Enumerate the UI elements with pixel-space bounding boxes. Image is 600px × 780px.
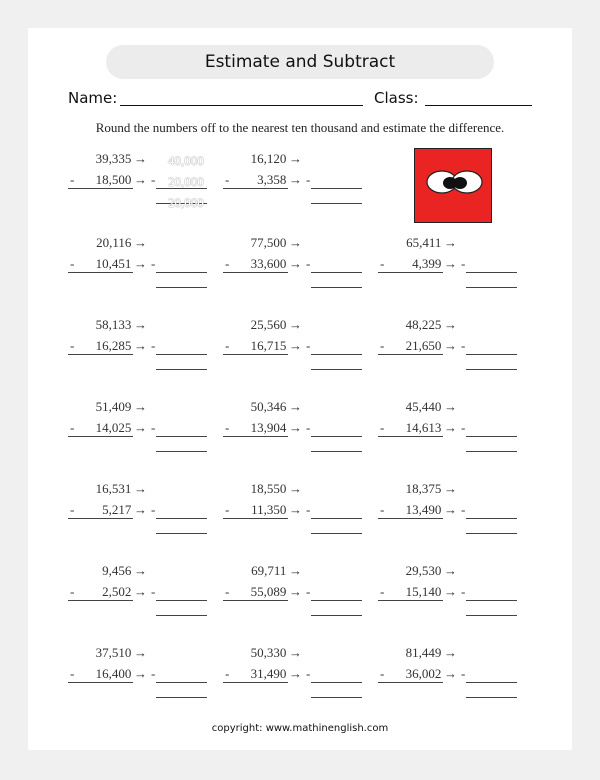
minuend: 48,225 →	[405, 317, 457, 332]
subtraction-line	[223, 188, 288, 189]
subtraction-line	[378, 272, 443, 273]
name-label: Name:	[68, 89, 118, 107]
subtrahend: 14,613 →	[405, 420, 457, 435]
minus-sign: -	[380, 420, 385, 435]
subtraction-line	[378, 354, 443, 355]
minuend: 25,560 →	[250, 317, 302, 332]
subtraction-line	[378, 436, 443, 437]
problem-block	[380, 563, 542, 633]
class-label: Class:	[374, 89, 419, 107]
subtrahend: 33,600 →	[250, 256, 302, 271]
answer-minus-sign: -	[306, 584, 311, 599]
estimate-line[interactable]	[466, 518, 517, 519]
minuend: 37,510 →	[95, 645, 147, 660]
minus-sign: -	[70, 338, 75, 353]
answer-line[interactable]	[156, 287, 207, 288]
answer-minus-sign: -	[151, 666, 156, 681]
minuend: 16,120 →	[250, 151, 302, 166]
answer-line[interactable]	[156, 533, 207, 534]
subtraction-line	[223, 272, 288, 273]
minus-sign: -	[70, 584, 75, 599]
problem-block	[70, 481, 232, 551]
subtrahend: 16,400 →	[95, 666, 147, 681]
subtrahend: 5,217 →	[102, 502, 147, 517]
subtrahend: 55,089 →	[250, 584, 302, 599]
estimate-line[interactable]	[466, 354, 517, 355]
copyright-notice: copyright: www.mathinenglish.com	[211, 723, 389, 734]
estimate-line[interactable]	[311, 682, 362, 683]
problem-block	[225, 481, 387, 551]
problem-block	[380, 399, 542, 469]
answer-line[interactable]	[311, 615, 362, 616]
problem-block	[70, 645, 232, 715]
problem-block	[70, 235, 232, 305]
minuend: 50,330 →	[250, 645, 302, 660]
answer-minus-sign: -	[461, 584, 466, 599]
answer-minus-sign: -	[151, 584, 156, 599]
problem-block	[380, 235, 542, 305]
subtraction-line	[223, 600, 288, 601]
subtrahend: 18,500 →	[95, 172, 147, 187]
minus-sign: -	[225, 502, 230, 517]
answer-line[interactable]	[466, 615, 517, 616]
answer-line[interactable]	[311, 203, 362, 204]
subtraction-line	[378, 518, 443, 519]
answer-minus-sign: -	[306, 338, 311, 353]
answer-line[interactable]	[156, 615, 207, 616]
mascot-eyes-icon	[415, 149, 491, 222]
subtrahend: 31,490 →	[250, 666, 302, 681]
estimate-line[interactable]	[311, 518, 362, 519]
minus-sign: -	[70, 256, 75, 271]
estimate-line[interactable]	[311, 272, 362, 273]
answer-minus-sign: -	[151, 420, 156, 435]
estimate-line[interactable]	[311, 436, 362, 437]
minuend: 45,440 →	[405, 399, 457, 414]
answer-line[interactable]	[156, 369, 207, 370]
minuend: 20,116 →	[96, 235, 147, 250]
answer-line[interactable]	[311, 369, 362, 370]
estimate-line[interactable]	[466, 436, 517, 437]
answer-line[interactable]	[466, 533, 517, 534]
minus-sign: -	[70, 502, 75, 517]
problem-block	[225, 235, 387, 305]
minus-sign: -	[225, 666, 230, 681]
subtrahend: 4,399 →	[412, 256, 457, 271]
problem-block	[380, 481, 542, 551]
estimate-line[interactable]	[156, 518, 207, 519]
answer-line[interactable]	[466, 369, 517, 370]
subtraction-line	[68, 354, 133, 355]
answer-minus-sign: -	[151, 256, 156, 271]
subtrahend: 16,285 →	[95, 338, 147, 353]
subtrahend: 16,715 →	[250, 338, 302, 353]
minuend: 18,550 →	[250, 481, 302, 496]
subtrahend: 15,140 →	[405, 584, 457, 599]
minuend: 16,531 →	[95, 481, 147, 496]
minus-sign: -	[70, 172, 75, 187]
answer-minus-sign: -	[306, 666, 311, 681]
subtraction-line	[68, 600, 133, 601]
estimate-line[interactable]	[466, 272, 517, 273]
minuend: 18,375 →	[405, 481, 457, 496]
name-line	[120, 105, 363, 106]
subtraction-line	[68, 682, 133, 683]
answer-minus-sign: -	[151, 172, 156, 187]
minuend: 39,335 →	[95, 151, 147, 166]
answer-line[interactable]	[311, 533, 362, 534]
answer-minus-sign: -	[306, 502, 311, 517]
problem-block	[225, 399, 387, 469]
problem-block	[70, 151, 232, 221]
answer-minus-sign: -	[151, 502, 156, 517]
worksheet-title: Estimate and Subtract	[106, 45, 494, 79]
minus-sign: -	[70, 666, 75, 681]
minus-sign: -	[380, 338, 385, 353]
estimate-line[interactable]	[466, 600, 517, 601]
example-answer: 20,000	[168, 195, 204, 210]
minus-sign: -	[380, 502, 385, 517]
problem-block	[225, 317, 387, 387]
subtrahend: 13,904 →	[250, 420, 302, 435]
answer-minus-sign: -	[306, 172, 311, 187]
minuend: 58,133 →	[95, 317, 147, 332]
answer-line[interactable]	[466, 287, 517, 288]
subtrahend: 14,025 →	[95, 420, 147, 435]
answer-line[interactable]	[466, 451, 517, 452]
subtraction-line	[223, 436, 288, 437]
minuend: 81,449 →	[405, 645, 457, 660]
instructions: Round the numbers off to the nearest ten thousand and estimate the difference.	[95, 120, 505, 135]
answer-line[interactable]	[156, 697, 207, 698]
minus-sign: -	[225, 584, 230, 599]
minus-sign: -	[225, 338, 230, 353]
problem-block	[225, 151, 387, 221]
subtraction-line	[378, 600, 443, 601]
problem-block	[225, 563, 387, 633]
estimate-line[interactable]	[311, 600, 362, 601]
problem-block	[70, 317, 232, 387]
answer-minus-sign: -	[306, 420, 311, 435]
estimate-line[interactable]	[466, 682, 517, 683]
class-line	[425, 105, 532, 106]
subtrahend: 13,490 →	[405, 502, 457, 517]
answer-minus-sign: -	[461, 256, 466, 271]
answer-line[interactable]	[311, 697, 362, 698]
subtrahend: 2,502 →	[102, 584, 147, 599]
estimate-line[interactable]	[311, 354, 362, 355]
minus-sign: -	[225, 172, 230, 187]
subtraction-line	[68, 188, 133, 189]
estimate-line[interactable]	[156, 682, 207, 683]
problem-block	[225, 645, 387, 715]
answer-minus-sign: -	[306, 256, 311, 271]
worksheet-page	[28, 28, 572, 750]
answer-minus-sign: -	[461, 666, 466, 681]
answer-minus-sign: -	[461, 420, 466, 435]
estimate-line[interactable]	[156, 354, 207, 355]
subtraction-line	[68, 272, 133, 273]
answer-minus-sign: -	[461, 338, 466, 353]
minus-sign: -	[225, 256, 230, 271]
minus-sign: -	[380, 584, 385, 599]
subtrahend: 3,358 →	[257, 172, 302, 187]
subtrahend: 10,451 →	[95, 256, 147, 271]
minuend: 51,409 →	[95, 399, 147, 414]
subtraction-line	[68, 518, 133, 519]
minus-sign: -	[225, 420, 230, 435]
minuend: 65,411 →	[406, 235, 457, 250]
mascot-image	[414, 148, 492, 223]
estimate-line[interactable]	[156, 436, 207, 437]
subtraction-line	[223, 682, 288, 683]
problem-block	[70, 399, 232, 469]
minus-sign: -	[380, 256, 385, 271]
subtrahend: 21,650 →	[405, 338, 457, 353]
problem-block	[380, 317, 542, 387]
minuend: 77,500 →	[250, 235, 302, 250]
answer-minus-sign: -	[151, 338, 156, 353]
problem-block	[70, 563, 232, 633]
subtraction-line	[68, 436, 133, 437]
answer-line[interactable]	[311, 287, 362, 288]
subtraction-line	[378, 682, 443, 683]
estimate-line[interactable]	[311, 188, 362, 189]
example-first-rounded: 40,000	[168, 153, 204, 168]
subtrahend: 11,350 →	[251, 502, 302, 517]
estimate-line[interactable]	[156, 272, 207, 273]
estimate-line[interactable]	[156, 600, 207, 601]
example-second-rounded: 20,000	[168, 174, 204, 189]
subtrahend: 36,002 →	[405, 666, 457, 681]
minus-sign: -	[380, 666, 385, 681]
answer-line[interactable]	[466, 697, 517, 698]
answer-line[interactable]	[156, 451, 207, 452]
problem-block	[380, 645, 542, 715]
answer-line[interactable]	[311, 451, 362, 452]
subtraction-line	[223, 518, 288, 519]
minuend: 29,530 →	[405, 563, 457, 578]
subtraction-line	[223, 354, 288, 355]
answer-minus-sign: -	[461, 502, 466, 517]
minuend: 9,456 →	[102, 563, 147, 578]
minuend: 69,711 →	[251, 563, 302, 578]
minuend: 50,346 →	[250, 399, 302, 414]
minus-sign: -	[70, 420, 75, 435]
